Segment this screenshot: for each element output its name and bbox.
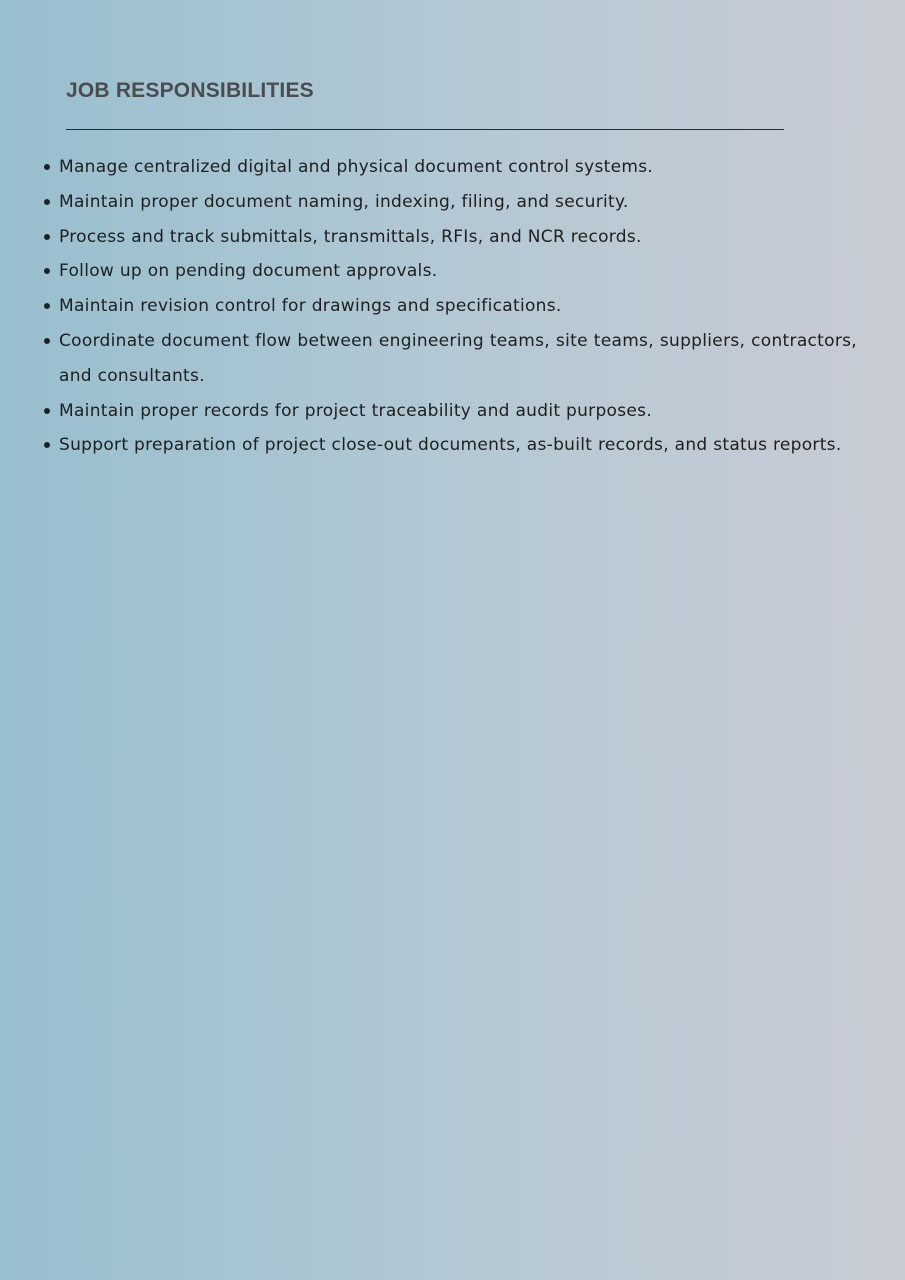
list-item-text: Support preparation of project close-out documents, as-built records, and status reports. xyxy=(59,435,842,456)
list-item-text: Process and track submittals, transmittals, RFIs, and NCR records. xyxy=(59,226,642,247)
bullet-icon xyxy=(44,164,50,170)
bullet-icon xyxy=(44,442,50,448)
list-item-text: Coordinate document flow between engineering teams, site teams, suppliers, contractors, and consultants. xyxy=(59,330,857,386)
responsibilities-list xyxy=(59,150,857,463)
list-item xyxy=(59,185,857,220)
list-item xyxy=(59,254,857,289)
list-item-text: Maintain proper document naming, indexing, filing, and security. xyxy=(59,191,629,212)
list-item-text: Maintain revision control for drawings and specifications. xyxy=(59,296,562,317)
list-item xyxy=(59,289,857,324)
list-item-text: Follow up on pending document approvals. xyxy=(59,261,438,282)
bullet-icon xyxy=(44,234,50,240)
list-item xyxy=(59,428,857,463)
list-item-text: Manage centralized digital and physical document control systems. xyxy=(59,157,654,177)
section-title: JOB RESPONSIBILITIES xyxy=(66,79,314,102)
title-divider xyxy=(66,129,784,130)
list-item-text: Maintain proper records for project traceability and audit purposes. xyxy=(59,400,653,421)
list-item xyxy=(59,394,857,429)
bullet-icon xyxy=(44,268,50,274)
bullet-icon xyxy=(44,303,50,309)
bullet-icon xyxy=(44,338,50,344)
bullet-icon xyxy=(44,408,50,414)
bullet-icon xyxy=(44,199,50,205)
list-item xyxy=(59,324,857,394)
list-item xyxy=(59,220,857,255)
list-item xyxy=(59,150,857,185)
